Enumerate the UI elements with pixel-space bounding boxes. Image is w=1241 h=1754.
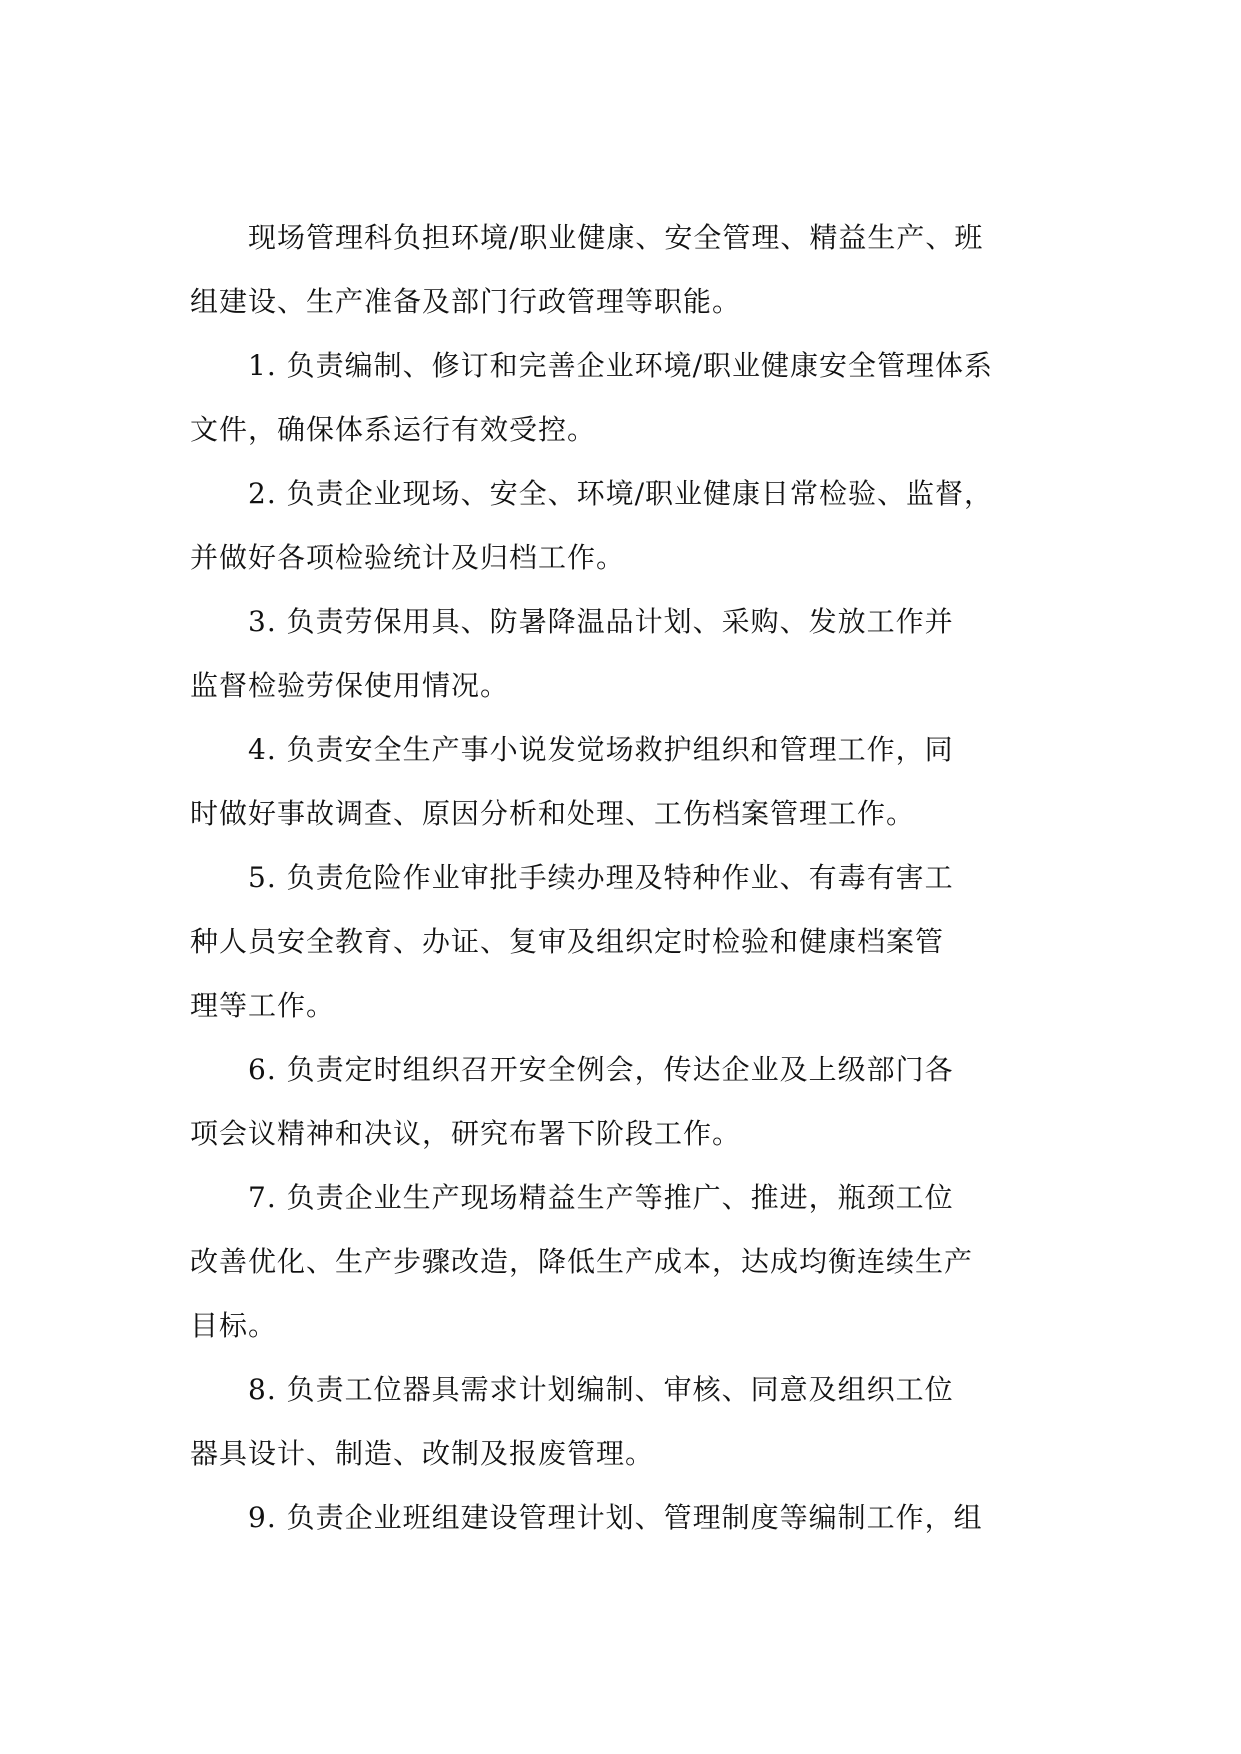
list-item-6-line: 6. 负责定时组织召开安全例会，传达企业及上级部门各 [248,1053,954,1086]
paragraph-line: 现场管理科负担环境/职业健康、安全管理、精益生产、班 [248,221,984,254]
list-item-5-line: 理等工作。 [190,989,336,1022]
list-item-1-line: 1. 负责编制、修订和完善企业环境/职业健康安全管理体系 [248,349,994,382]
list-item-2-line: 2. 负责企业现场、安全、环境/职业健康日常检验、监督， [248,477,994,510]
list-item-4-line: 时做好事故调查、原因分析和处理、工伤档案管理工作。 [190,797,916,830]
list-item-1-line: 文件，确保体系运行有效受控。 [190,413,597,446]
list-item-7-line: 目标。 [190,1309,278,1342]
list-item-7-line: 7. 负责企业生产现场精益生产等推广、推进，瓶颈工位 [248,1181,954,1214]
list-item-5-line: 5. 负责危险作业审批手续办理及特种作业、有毒有害工 [248,861,954,894]
list-item-8-line: 8. 负责工位器具需求计划编制、审核、同意及组织工位 [248,1373,954,1406]
list-item-6-line: 项会议精神和决议，研究布署下阶段工作。 [190,1117,742,1150]
list-item-3-line: 3. 负责劳保用具、防暑降温品计划、采购、发放工作并 [248,605,954,638]
list-item-9-line: 9. 负责企业班组建设管理计划、管理制度等编制工作，组 [248,1501,983,1534]
list-item-5-line: 种人员安全教育、办证、复审及组织定时检验和健康档案管 [190,925,945,958]
list-item-2-line: 并做好各项检验统计及归档工作。 [190,541,626,574]
list-item-4-line: 4. 负责安全生产事小说发觉场救护组织和管理工作，同 [248,733,954,766]
list-item-3-line: 监督检验劳保使用情况。 [190,669,510,702]
list-item-7-line: 改善优化、生产步骤改造，降低生产成本，达成均衡连续生产 [190,1245,974,1278]
paragraph-line: 组建设、生产准备及部门行政管理等职能。 [190,285,742,318]
list-item-8-line: 器具设计、制造、改制及报废管理。 [190,1437,655,1470]
